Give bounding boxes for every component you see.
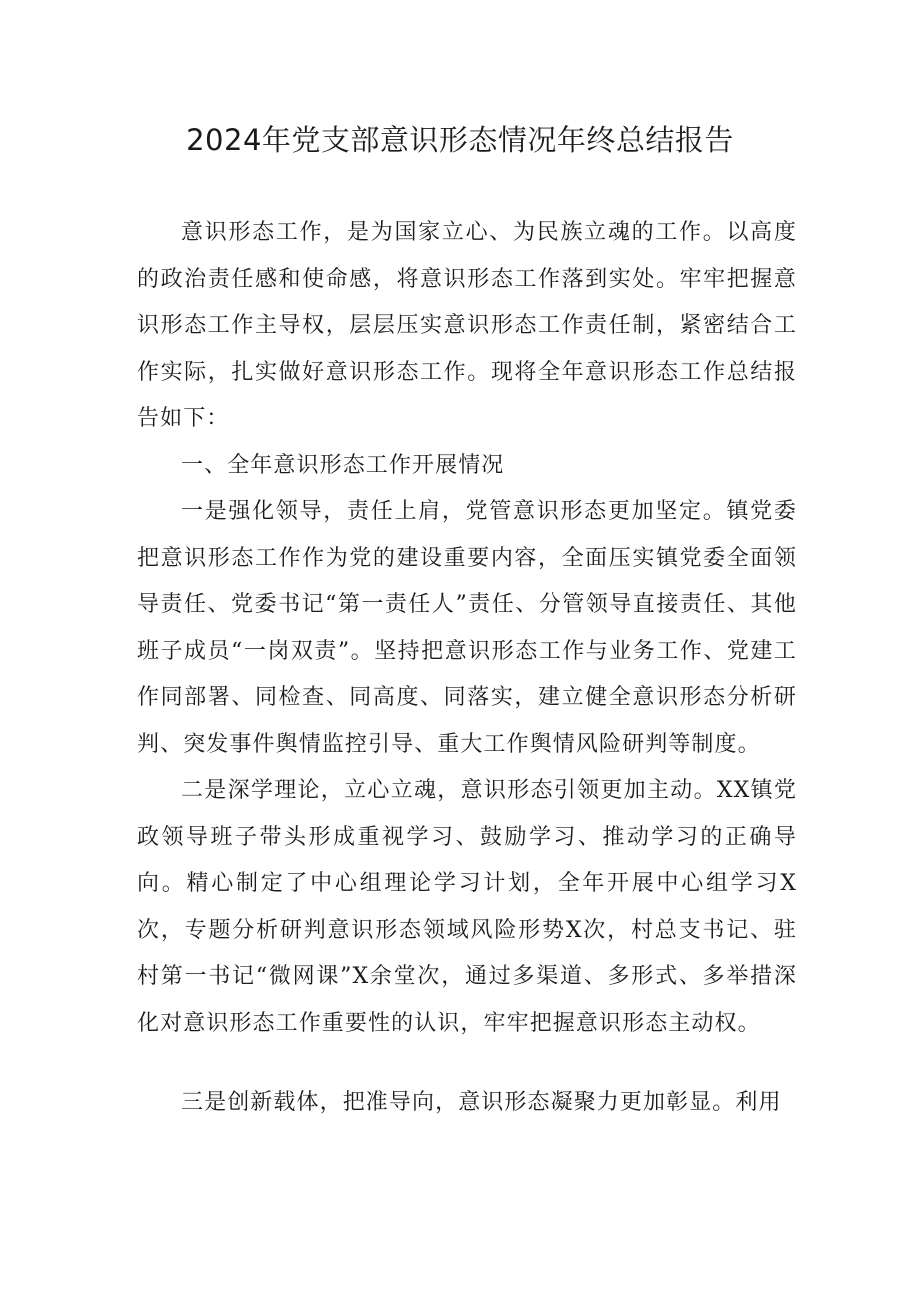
paragraph-innovation: 三是创新载体，把准导向，意识形态凝聚力更加彰显。利用: [181, 1090, 782, 1115]
document-title: 2024年党支部意识形态情况年终总结报告: [186, 123, 734, 157]
paragraph-theory: 二是深学理论，立心立魂，意识形态引领更加主动。XX镇党政领导班子带头形成重视学习、鼓励学习、推动学习的正确导向。精心制定了中心组理论学习计划，全年开展中心组学习X次，专题分析研判意识形态领域风险形势X次，村总支书记、驻村第一书记“微网课”X余堂次，通过多渠道、多形式、多举措深化对意识形态工作重要性的认识，牢牢把握意识形态主动权。: [137, 778, 797, 1036]
paragraph-leadership: 一是强化领导，责任上肩，党管意识形态更加坚定。镇党委把意识形态工作作为党的建设重要内容，全面压实镇党委全面领导责任、党委书记“第一责任人”责任、分管领导直接责任、其他班子成员“一岗双责”。坚持把意识形态工作与业务工作、党建工作同部署、同检查、同高度、同落实，建立健全意识形态分析研判、突发事件舆情监控引导、重大工作舆情风险研判等制度。: [137, 499, 797, 757]
paragraph-intro: 意识形态工作，是为国家立心、为民族立魂的工作。以高度的政治责任感和使命感，将意识形态工作落到实处。牢牢把握意识形态工作主导权，层层压实意识形态工作责任制，紧密结合工作实际，扎实做好意识形态工作。现将全年意识形态工作总结报告如下：: [137, 220, 797, 431]
document-body: [137, 210, 797, 1127]
section-heading: 一、全年意识形态工作开展情况: [181, 452, 505, 478]
